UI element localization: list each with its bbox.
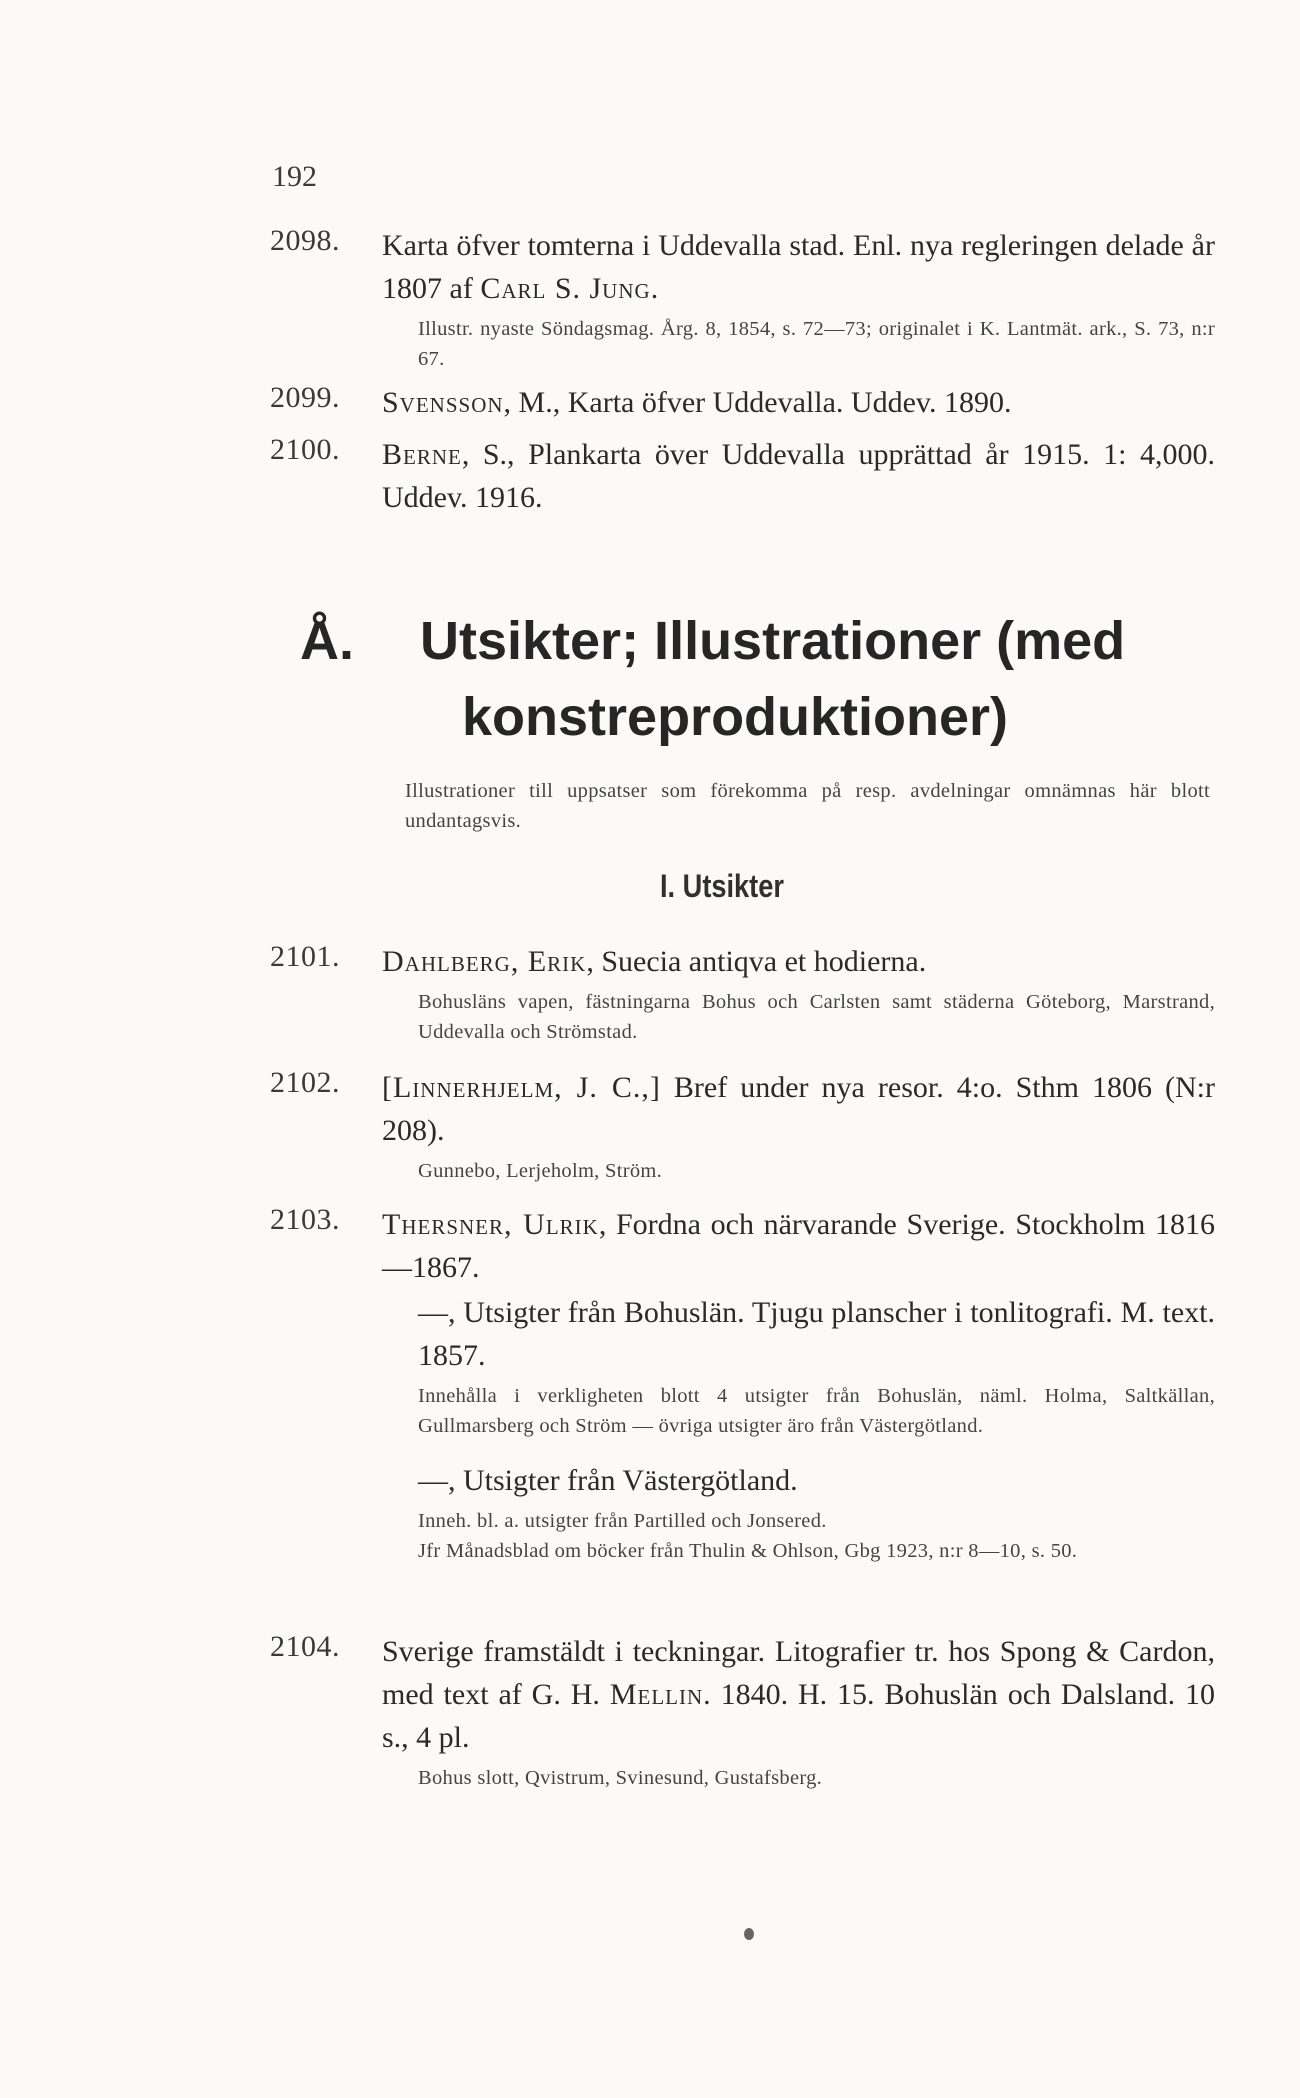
entry-title: Thersner, Ulrik, Fordna och närvarande Sverige. Stockholm 1816—1867. (382, 1208, 1215, 1284)
entry-title: [Linnerhjelm, J. C.,] Bref under nya resor. 4:o. Sthm 1806 (N:r 208). (382, 1071, 1215, 1147)
page-number: 192 (272, 160, 317, 193)
entry-number: 2104. (270, 1630, 340, 1663)
entry-2101 (270, 940, 1215, 1047)
entry-note: Inneh. bl. a. utsigter från Partilled och Jonsered. (418, 1510, 827, 1532)
section-title-line2: konstreproduktioner) (462, 687, 1009, 747)
entry-2100 (270, 433, 1215, 519)
entry-title: Svensson, M., Karta öfver Uddevalla. Uddev. 1890. (382, 386, 1012, 419)
section-letter: Å. (300, 611, 354, 671)
section-intro: Illustrationer till uppsatser som förekomma på resp. avdelningar omnämnas här blott undantagsvis. (405, 780, 1210, 832)
ink-dot-mark (744, 1928, 754, 1940)
entry-2103 (270, 1203, 1215, 1566)
entry-number: 2102. (270, 1066, 340, 1099)
entry-number: 2099. (270, 381, 340, 414)
entry-2098 (270, 224, 1215, 374)
entry-number: 2100. (270, 433, 340, 466)
entry-title: Berne, S., Plankarta över Uddevalla upprättad år 1915. 1: 4,000. Uddev. 1916. (382, 438, 1215, 514)
entry-note: Jfr Månadsblad om böcker från Thulin & Ohlson, Gbg 1923, n:r 8—10, s. 50. (418, 1540, 1078, 1562)
entry-note: Innehålla i verkligheten blott 4 utsigter från Bohuslän, näml. Holma, Saltkällan, Gullmarsberg och Ström — övriga utsigter äro från Västergötland. (418, 1385, 1215, 1437)
section-heading (300, 603, 1220, 755)
author-name: Mellin (609, 1678, 704, 1711)
entry-note: Illustr. nyaste Söndagsmag. Årg. 8, 1854, s. 72—73; originalet i K. Lantmät. ark., S. 73, n:r 67. (418, 318, 1215, 370)
entry-title: Karta öfver tomterna i Uddevalla stad. Enl. nya regleringen delade år 1807 af Carl S. Jung. (382, 229, 1215, 305)
author-name: Carl S. Jung (480, 272, 651, 305)
entry-2102 (270, 1066, 1215, 1186)
entry-subtitle: —, Utsigter från Västergötland. (418, 1464, 798, 1497)
author-name: Berne (382, 438, 462, 471)
section-title-line1: Utsikter; Illustrationer (med (420, 611, 1126, 671)
entry-2099 (270, 381, 1215, 424)
entry-2104 (270, 1630, 1215, 1793)
entry-title: Sverige framstäldt i teckningar. Litografier tr. hos Spong & Cardon, med text af G. H. Mellin. 1840. H. 15. Bohuslän och Dalsland. 10 s., 4 pl. (382, 1635, 1215, 1754)
entry-note: Bohusläns vapen, fästningarna Bohus och Carlsten samt städerna Göteborg, Marstrand, Uddevalla och Strömstad. (418, 991, 1215, 1043)
author-name: Dahlberg, Erik (382, 945, 587, 978)
entry-title: Dahlberg, Erik, Suecia antiqva et hodierna. (382, 945, 927, 978)
entry-number: 2098. (270, 224, 340, 257)
author-name: Thersner, Ulrik (382, 1208, 599, 1241)
author-name: Svensson (382, 386, 504, 419)
entry-note: Gunnebo, Lerjeholm, Ström. (418, 1160, 663, 1182)
entry-subtitle: —, Utsigter från Bohuslän. Tjugu planscher i tonlitografi. M. text. 1857. (418, 1296, 1215, 1372)
subsection-heading: I. Utsikter (660, 868, 784, 904)
author-name: [Linnerhjelm, J. C.,] (382, 1071, 661, 1104)
entry-note: Bohus slott, Qvistrum, Svinesund, Gustafsberg. (418, 1767, 823, 1789)
entry-number: 2101. (270, 940, 340, 973)
entry-number: 2103. (270, 1203, 340, 1236)
